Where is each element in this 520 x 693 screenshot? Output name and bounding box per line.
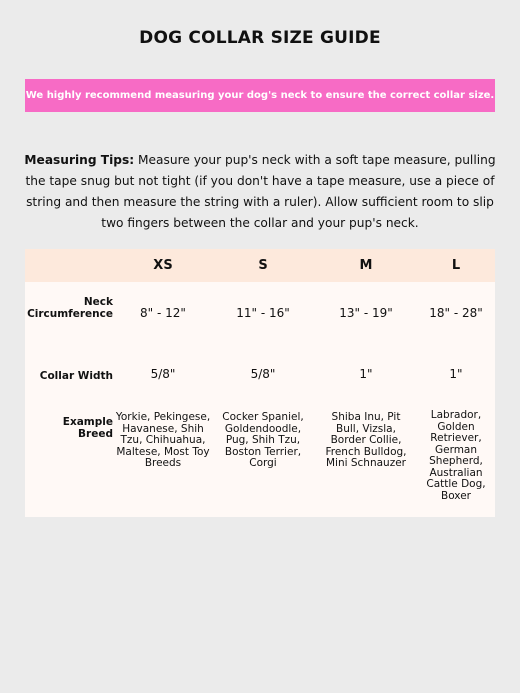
breed-value-m: Shiba Inu, Pit Bull, Vizsla, Border Collie, French Bulldog, Mini Schnauzer (325, 411, 407, 469)
neck-value-s: 11" - 16" (236, 306, 290, 320)
measuring-tips-lead: Measuring Tips: (24, 153, 135, 167)
size-header-m: M (359, 258, 373, 273)
size-header-xs: XS (153, 258, 173, 273)
row-label-neck-circumference: Neck Circumference (27, 296, 113, 320)
size-header-s: S (258, 258, 268, 273)
neck-value-m: 13" - 19" (339, 306, 393, 320)
page-title: DOG COLLAR SIZE GUIDE (139, 28, 381, 48)
size-table-header (25, 249, 495, 282)
row-label-collar-width: Collar Width (39, 370, 113, 382)
breed-value-xs: Yorkie, Pekingese, Havanese, Shih Tzu, Chihuahua, Maltese, Most Toy Breeds (115, 411, 211, 469)
measuring-tips (22, 150, 498, 234)
breed-value-l: Labrador, Golden Retriever, German Shepherd, Australian Cattle Dog, Boxer (426, 409, 486, 502)
breed-value-s: Cocker Spaniel, Goldendoodle, Pug, Shih Tzu, Boston Terrier, Corgi (222, 411, 304, 469)
width-value-xs: 5/8" (150, 367, 176, 381)
size-header-l: L (451, 258, 461, 273)
recommendation-banner: We highly recommend measuring your dog's neck to ensure the correct collar size. (25, 79, 495, 112)
neck-value-xs: 8" - 12" (140, 306, 186, 320)
size-table (25, 249, 495, 517)
width-value-s: 5/8" (250, 367, 276, 381)
measuring-tips-body: Measure your pup's neck with a soft tape measure, pulling the tape snug but not tight (if you don't have a tape measure, use a piece of string and then measure the string with a ruler). Allow sufficient room to slip two fingers between the collar and your pup's neck. (25, 153, 496, 230)
width-value-l: 1" (449, 367, 463, 381)
row-label-example-breed: Example Breed (62, 416, 113, 440)
neck-value-l: 18" - 28" (429, 306, 483, 320)
width-value-m: 1" (359, 367, 373, 381)
